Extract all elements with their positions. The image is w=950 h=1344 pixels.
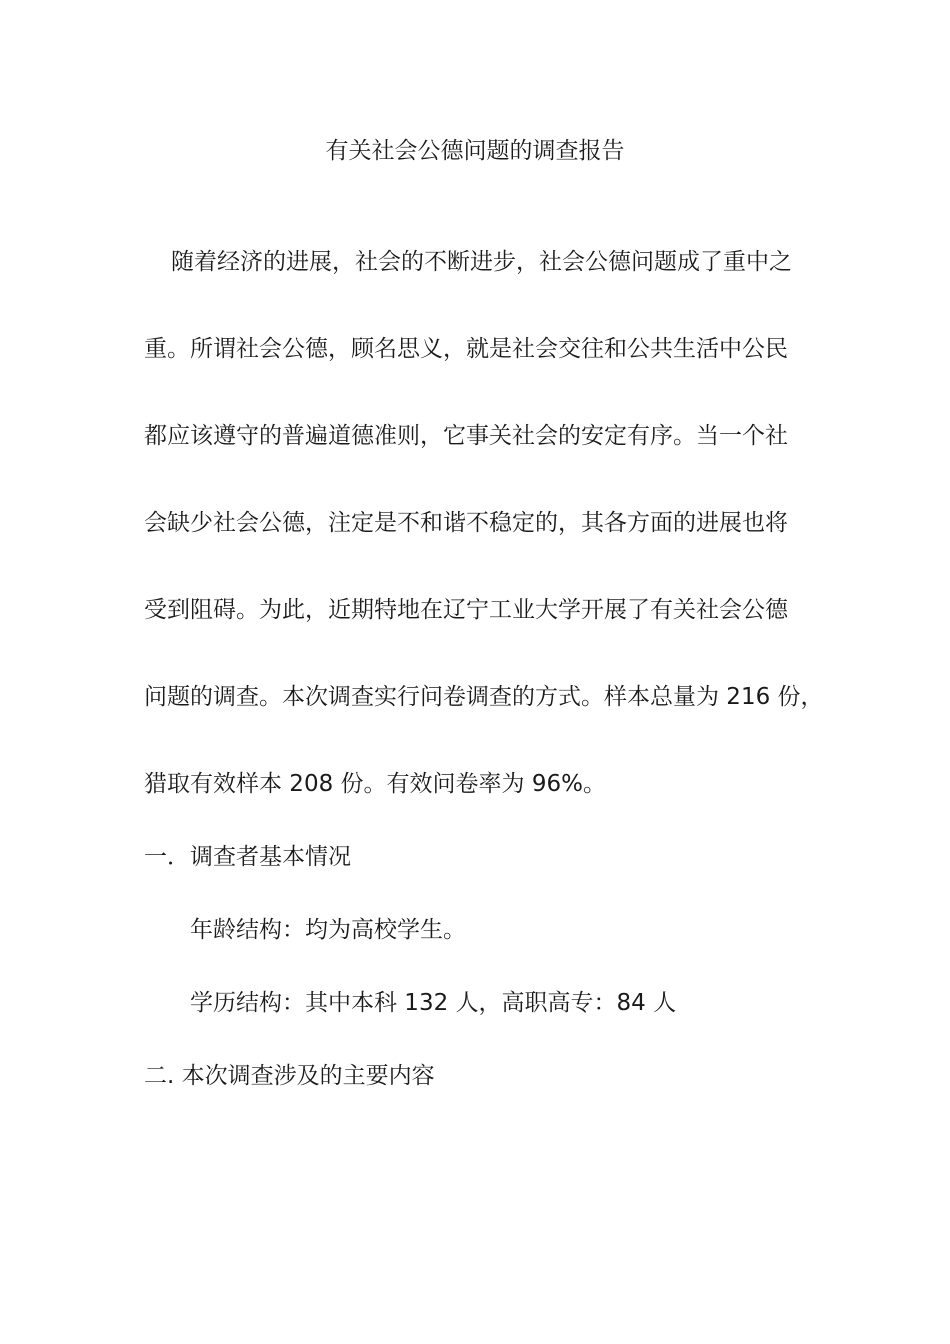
intro-line: 重。所谓社会公德，顾名思义，就是社会交往和公共生活中公民: [144, 336, 788, 362]
section-heading-main-content: 二. 本次调查涉及的主要内容: [144, 1063, 435, 1089]
intro-line: 受到阻碍。为此，近期特地在辽宁工业大学开展了有关社会公德: [144, 597, 788, 623]
intro-line: 猎取有效样本 208 份。有效问卷率为 96%。: [144, 771, 606, 797]
intro-line: 都应该遵守的普遍道德准则，它事关社会的安定有序。当一个社: [144, 423, 788, 449]
education-structure-item: 学历结构：其中本科 132 人，高职高专：84 人: [190, 990, 677, 1016]
document-title: 有关社会公德问题的调查报告: [325, 138, 625, 164]
section-heading-basic-info: 一．调查者基本情况: [144, 844, 351, 870]
intro-line: 会缺少社会公德，注定是不和谐不稳定的，其各方面的进展也将: [144, 510, 788, 536]
intro-line: 问题的调查。本次调查实行问卷调查的方式。样本总量为 216 份，: [144, 684, 824, 710]
age-structure-item: 年龄结构：均为高校学生。: [190, 917, 466, 943]
intro-line: 随着经济的进展，社会的不断进步，社会公德问题成了重中之: [171, 249, 792, 275]
